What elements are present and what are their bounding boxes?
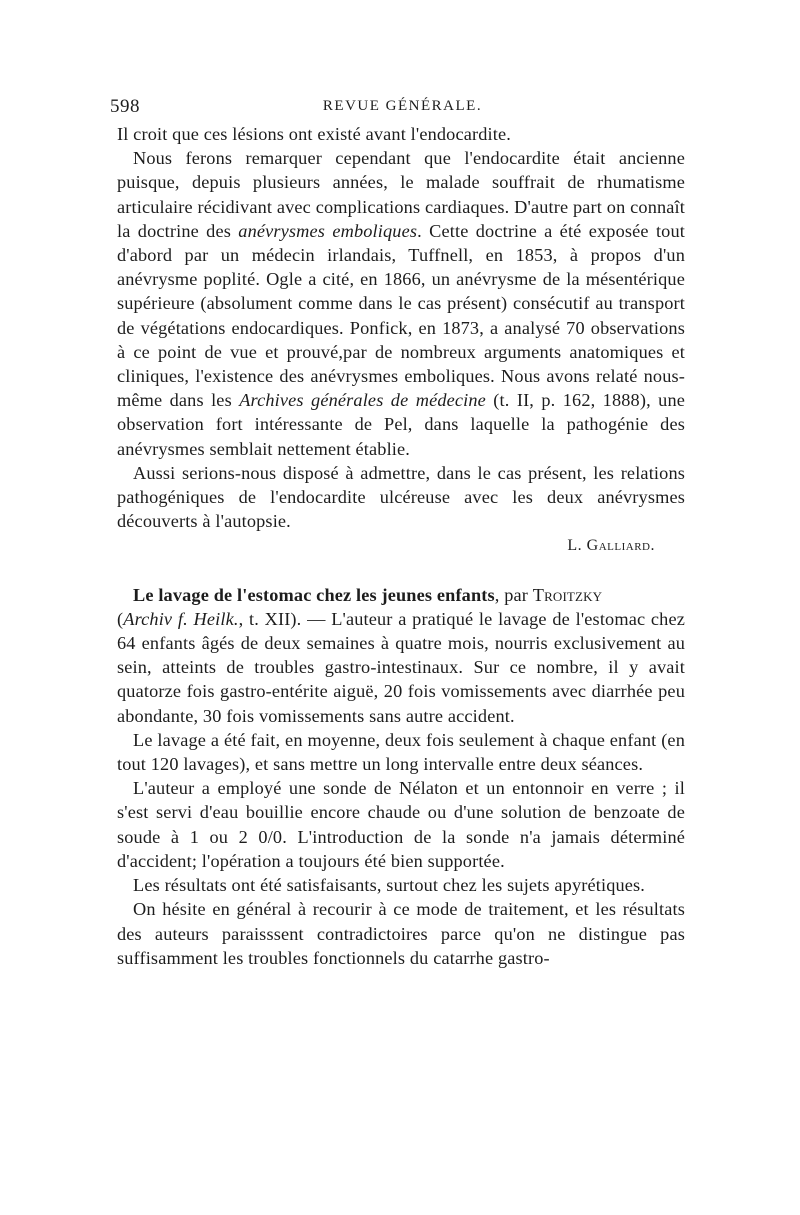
body-text [117, 122, 685, 970]
paragraph: L'auteur a employé une sonde de Nélaton et un entonnoir en verre ; il s'est servi d'eau bouillie encore chaude ou d'une solution de benzoate de soude à 1 ou 2 0/0. L'introduction de la sonde n'a jamais déterminé d'accident; l'opération a toujours été bien supportée. [117, 778, 685, 871]
paragraph: Aussi serions-nous disposé à admettre, dans le cas présent, les relations pathogéniques de l'endocardite ulcéreuse avec les deux anévrysmes découverts à l'autopsie. [117, 462, 685, 532]
article-author: Troitzky [532, 584, 603, 605]
page-header [110, 96, 695, 120]
source-journal: Archiv f. Heilk. [123, 608, 239, 629]
paragraph: Le lavage a été fait, en moyenne, deux fois seulement à chaque enfant (en tout 120 lavages), et sans mettre un long intervalle entre deux séances. [117, 729, 685, 775]
text-run: , par [494, 584, 533, 605]
text-run: , t. XII). — [238, 608, 332, 629]
paragraph: On hésite en général à recourir à ce mode de traitement, et les résultats des auteurs paraisssent contradictoires parce qu'on ne distingue pas suffisamment les troubles fonctionnels du catarrhe gastro- [117, 899, 685, 968]
italic-term: anévrysmes emboliques [238, 220, 418, 241]
text-run: Nous ferons remarquer cependant que l'endocardite était ancienne puisque, depuis plusieurs années, le malade souffrait de rhumatisme articulaire récidivant avec complications cardiaques. D'autre part on connaît la doctrine des [117, 148, 685, 241]
page-number: 598 [110, 96, 140, 117]
text-run: L'auteur a pratiqué le lavage de l'estomac chez 64 enfants âgés de deux semaines à quatre mois, nourris exclusivement au sein, atteints de troubles gastro-intestinaux. Sur ce nombre, il y avait quatorze fois gastro-entérite aiguë, 20 fois vomissements avec diarrhée peu abondante, 30 fois vomissements sans autre accident. [117, 608, 685, 726]
signature [117, 534, 655, 558]
paragraph: Il croit que ces lésions ont existé avant l'endocardite. [117, 124, 511, 144]
signature-name: Galliard. [586, 537, 655, 555]
paragraph [117, 146, 685, 461]
signature-initial: L. [567, 537, 587, 555]
journal-title: Archives générales de médecine [239, 390, 486, 411]
text-run: (t. II, p. 162, 1888), une observation fort intéressante de Pel, dans laquelle la pathogénie des anévrysmes semblait nettement établie. [117, 390, 686, 459]
running-title: REVUE GÉNÉRALE. [322, 98, 483, 114]
paragraph [117, 583, 685, 728]
article-title: Le lavage de l'estomac chez les jeunes enfants [133, 584, 495, 605]
text-run: ( [117, 608, 124, 629]
paragraph: Les résultats ont été satisfaisants, surtout chez les sujets apyrétiques. [133, 875, 646, 896]
text-run: . Cette doctrine a été exposée tout d'abord par un médecin irlandais, Tuffnell, en 1853, à propos d'un anévrysme poplité. Ogle a cité, en 1866, un anévrysme de la mésentérique supérieure (absolument comme dans le cas présent) consécutif au transport de végétations endocardiques. Ponfick, en 1873, a analysé 70 observations à ce point de vue et prouvé,par de nombreux arguments anatomiques et cliniques, l'existence des anévrysmes emboliques. Nous avons relaté nous-même dans les [117, 220, 685, 411]
